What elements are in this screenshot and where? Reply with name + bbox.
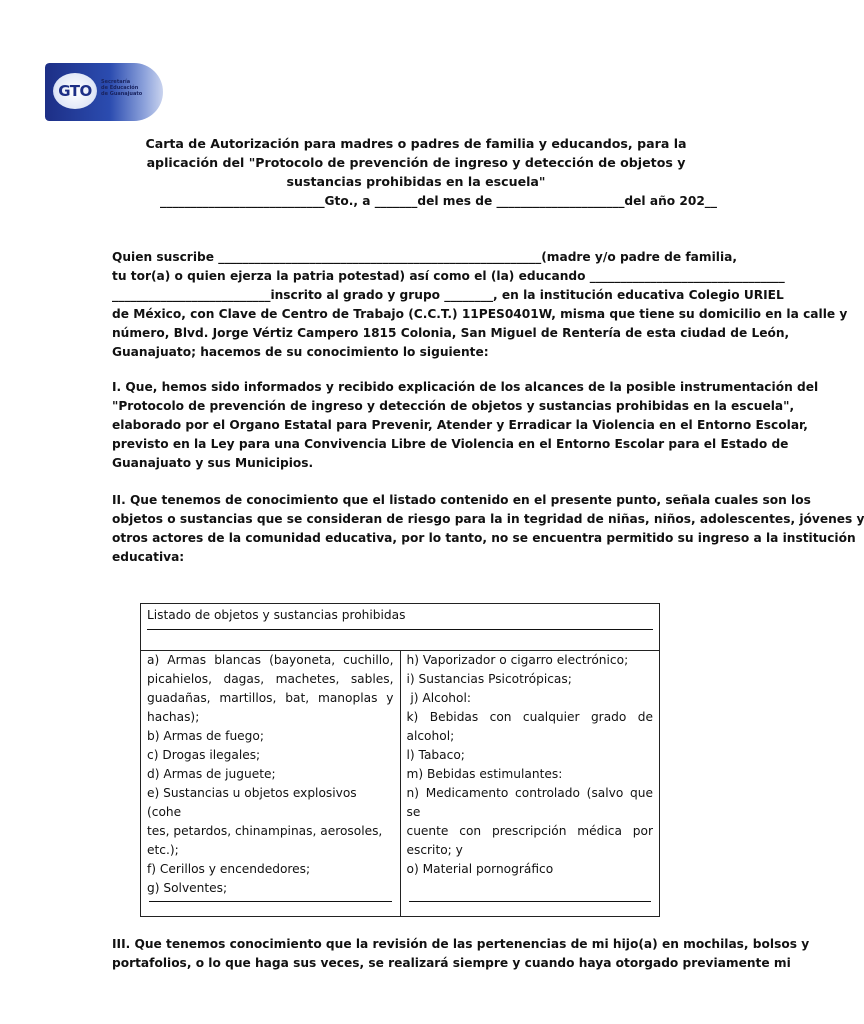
- intro-paragraph: [112, 248, 848, 362]
- section-3-paragraph: [112, 935, 810, 973]
- paragraph-line: "Protocolo de prevención de ingreso y detección de objetos y sustancias prohibidas en la escuela",: [112, 399, 795, 413]
- org-name: [101, 79, 163, 97]
- left-column: [141, 651, 401, 917]
- list-item: guadañas, martillos, bat, manoplas y: [147, 691, 394, 705]
- paragraph-line: Quien suscribe _____________________________________________________(madre y/o padre de familia,: [112, 250, 737, 264]
- list-item: b) Armas de fuego;: [147, 729, 264, 743]
- paragraph-line: II. Que tenemos de conocimiento que el listado contenido en el presente punto, señala cuales son los: [112, 493, 811, 507]
- date-line: ___________________________Gto., a _______del mes de _____________________del año 202__: [160, 194, 717, 208]
- gto-mark: GTO: [53, 73, 97, 109]
- list-item: alcohol;: [406, 729, 455, 743]
- list-item: h) Vaporizador o cigarro electrónico;: [406, 653, 629, 667]
- paragraph-line: otros actores de la comunidad educativa, por lo tanto, no se encuentra permitido su ingreso a la institución: [112, 531, 856, 545]
- table-title: Listado de objetos y sustancias prohibidas: [147, 606, 653, 630]
- list-item: i) Sustancias Psicotrópicas;: [406, 672, 572, 686]
- paragraph-line: __________________________inscrito al grado y grupo ________, en la institución educativa Colegio URIEL: [112, 288, 784, 302]
- paragraph-line: elaborado por el Organo Estatal para Prevenir, Atender y Erradicar la Violencia en el Entorno Escolar,: [112, 418, 808, 432]
- paragraph-line: de México, con Clave de Centro de Trabajo (C.C.T.) 11PES0401W, misma que tiene su domicilio en la calle y: [112, 307, 848, 321]
- section-1-paragraph: [112, 378, 819, 473]
- list-item: g) Solventes;: [147, 881, 228, 895]
- paragraph-line: objetos o sustancias que se consideran de riesgo para la in tegridad de niñas, niños, adolescentes, jóvenes y: [112, 512, 864, 526]
- list-item: tes, petardos, chinampinas, aerosoles,: [147, 824, 383, 838]
- list-item: o) Material pornográfico: [406, 862, 554, 876]
- list-item: hachas);: [147, 710, 200, 724]
- list-item: e) Sustancias u objetos explosivos (cohe: [147, 786, 357, 819]
- list-item: a) Armas blancas (bayoneta, cuchillo,: [147, 653, 394, 667]
- paragraph-line: I. Que, hemos sido informados y recibido explicación de los alcances de la posible instrumentación del: [112, 380, 819, 394]
- org-line: de Educación: [101, 85, 139, 91]
- list-item: picahielos, dagas, machetes, sables,: [147, 672, 394, 686]
- list-item: k) Bebidas con cualquier grado de: [406, 710, 653, 724]
- list-item: c) Drogas ilegales;: [147, 748, 261, 762]
- paragraph-line: III. Que tenemos conocimiento que la revisión de las pertenencias de mi hijo(a) en mochilas, bolsos y: [112, 937, 810, 951]
- list-item: f) Cerillos y encendedores;: [147, 862, 311, 876]
- list-item: l) Tabaco;: [406, 748, 465, 762]
- signature-rule-right: [409, 901, 652, 902]
- paragraph-line: tu tor(a) o quien ejerza la patria potestad) así como el (la) educando ________________________________: [112, 269, 785, 283]
- list-item: cuente con prescripción médica por: [406, 824, 653, 838]
- list-item: se: [406, 805, 421, 819]
- prohibited-items-table: [140, 603, 660, 917]
- list-item: escrito; y: [406, 843, 463, 857]
- signature-rule-left: [149, 901, 392, 902]
- paragraph-line: Guanajuato; hacemos de su conocimiento lo siguiente:: [112, 345, 489, 359]
- paragraph-line: previsto en la Ley para una Convivencia Libre de Violencia en el Entorno Escolar para el Estado de: [112, 437, 789, 451]
- list-item: d) Armas de juguete;: [147, 767, 276, 781]
- table-title-cell: [141, 604, 660, 651]
- org-line: Secretaría: [101, 79, 131, 85]
- org-line: de Guanajuato: [101, 91, 143, 97]
- gto-logo: [45, 63, 163, 121]
- paragraph-line: Guanajuato y sus Municipios.: [112, 456, 314, 470]
- list-item: n) Medicamento controlado (salvo que: [406, 786, 653, 800]
- section-2-paragraph: [112, 491, 864, 567]
- paragraph-line: portafolios, o lo que haga sus veces, se realizará siempre y cuando haya otorgado previamente mi: [112, 956, 791, 970]
- list-item: j) Alcohol:: [406, 691, 471, 705]
- paragraph-line: número, Blvd. Jorge Vértiz Campero 1815 Colonia, San Miguel de Rentería de esta ciudad de León,: [112, 326, 790, 340]
- paragraph-line: educativa:: [112, 550, 185, 564]
- document-title: Carta de Autorización para madres o padres de familia y educandos, para la aplicación del "Protocolo de prevención de ingreso y detección de objetos y sustancias prohibidas en la escuela": [145, 136, 687, 189]
- list-item: m) Bebidas estimulantes:: [406, 767, 563, 781]
- list-item: etc.);: [147, 843, 179, 857]
- right-column: [400, 651, 660, 917]
